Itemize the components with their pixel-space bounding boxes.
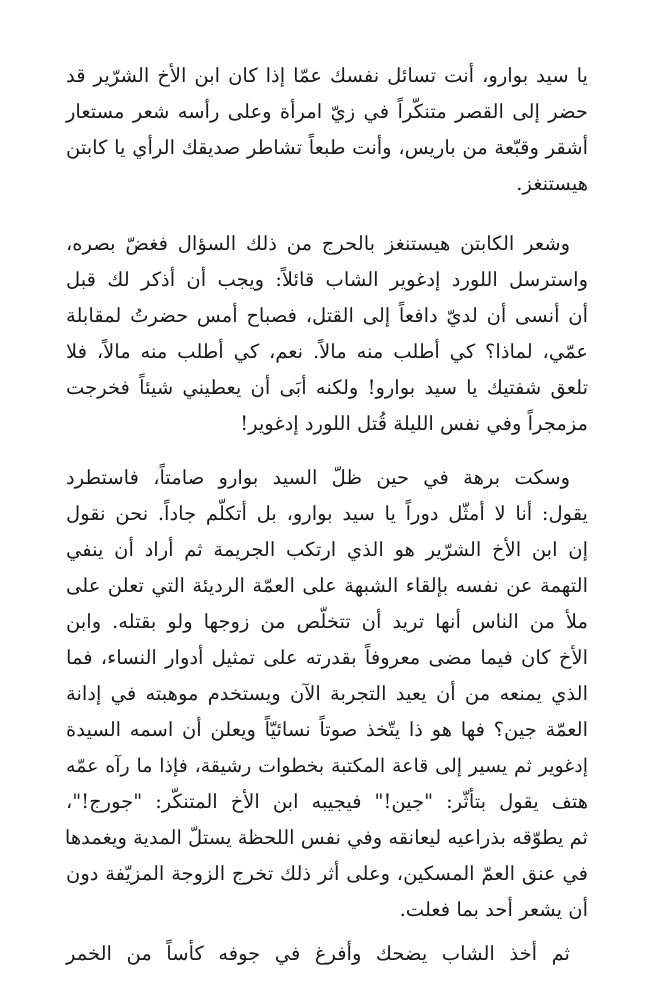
paragraph-1 bbox=[66, 58, 588, 202]
text-line: أن يشعر أحد بما فعلت. bbox=[399, 898, 588, 921]
text-line: هيستنغز. bbox=[516, 172, 588, 195]
text-line: الأخ كان فيما مضى معروفاً بقدرته على تمثيل أدوار النساء، فما bbox=[66, 646, 588, 669]
text-line: ثم يطوّقه بذراعيه ليعانقه وفي نفس اللحظة يستلّ المدية ويغمدها bbox=[64, 826, 588, 849]
paragraph-2 bbox=[66, 226, 588, 442]
text-line: واسترسل اللورد إدغوير الشاب قائلاً: ويجب أن أذكر لك قبل bbox=[66, 268, 588, 291]
text-line: إن ابن الأخ الشرّير هو الذي ارتكب الجريمة ثم أراد أن ينفي bbox=[66, 538, 588, 561]
text-line: وسكت برهة في حين ظلّ السيد بوارو صامتاً، فاستطرد bbox=[66, 466, 570, 489]
text-line: ثم أخذ الشاب يضحك وأفرغ في جوفه كأساً من الخمر bbox=[66, 942, 570, 965]
text-line: في عنق العمّ المسكين، وعلى أثر ذلك تخرج الزوجة المزيّفة دون bbox=[66, 862, 588, 885]
text-line: العمّة جين؟ فها هو ذا يتّخذ صوتاً نسائيّاً ويعلن أن اسمه السيدة bbox=[66, 718, 588, 741]
text-line: أن أنسى أن لديّ دافعاً إلى القتل، فصباح أمس حضرتُ لمقابلة bbox=[66, 304, 588, 327]
text-line: عمّي، لماذا؟ كي أطلب منه مالاً. نعم، كي أطلب منه مالاً، فلا bbox=[66, 340, 588, 363]
text-line: التهمة عن نفسه بإلقاء الشبهة على العمّة الرديئة التي تعلن على bbox=[66, 574, 588, 597]
text-line: ملأ من الناس أنها تريد أن تتخلّص من زوجها ولو بقتله. وابن bbox=[66, 610, 588, 633]
text-line: مزمجراً وفي نفس الليلة قُتل اللورد إدغوير! bbox=[240, 412, 588, 435]
text-line: وشعر الكابتن هيستنغز بالحرج من ذلك السؤال فغضّ بصره، bbox=[66, 232, 570, 255]
text-line: حضر إلى القصر متنكّراً في زيّ امرأة وعلى رأسه شعر مستعار bbox=[66, 100, 588, 123]
paragraph-4 bbox=[66, 936, 588, 972]
paragraph-3 bbox=[66, 460, 588, 928]
text-line: تلعق شفتيك يا سيد بوارو! ولكنه أبَى أن يعطيني شيئاً فخرجت bbox=[66, 376, 588, 399]
text-line: الذي يمنعه من أن يعيد التجربة الآن ويستخدم موهبته في إدانة bbox=[66, 682, 588, 705]
text-line: هتف يقول بتأثّر: "جين!" فيجيبه ابن الأخ المتنكّر: "جورج!"، bbox=[66, 790, 588, 813]
text-line: يقول: أنا لا أمثّل دوراً يا سيد بوارو، بل أتكلّم جاداً. نحن نقول bbox=[66, 502, 588, 525]
text-line: أشقر وقبّعة من باريس، وأنت طبعاً تشاطر صديقك الرأي يا كابتن bbox=[66, 136, 588, 159]
text-line: إدغوير ثم يسير إلى قاعة المكتبة بخطوات رشيقة، فإذا ما رآه عمّه bbox=[66, 755, 588, 777]
text-line: يا سيد بوارو، أنت تسائل نفسك عمّا إذا كان ابن الأخ الشرّير قد bbox=[66, 64, 588, 87]
